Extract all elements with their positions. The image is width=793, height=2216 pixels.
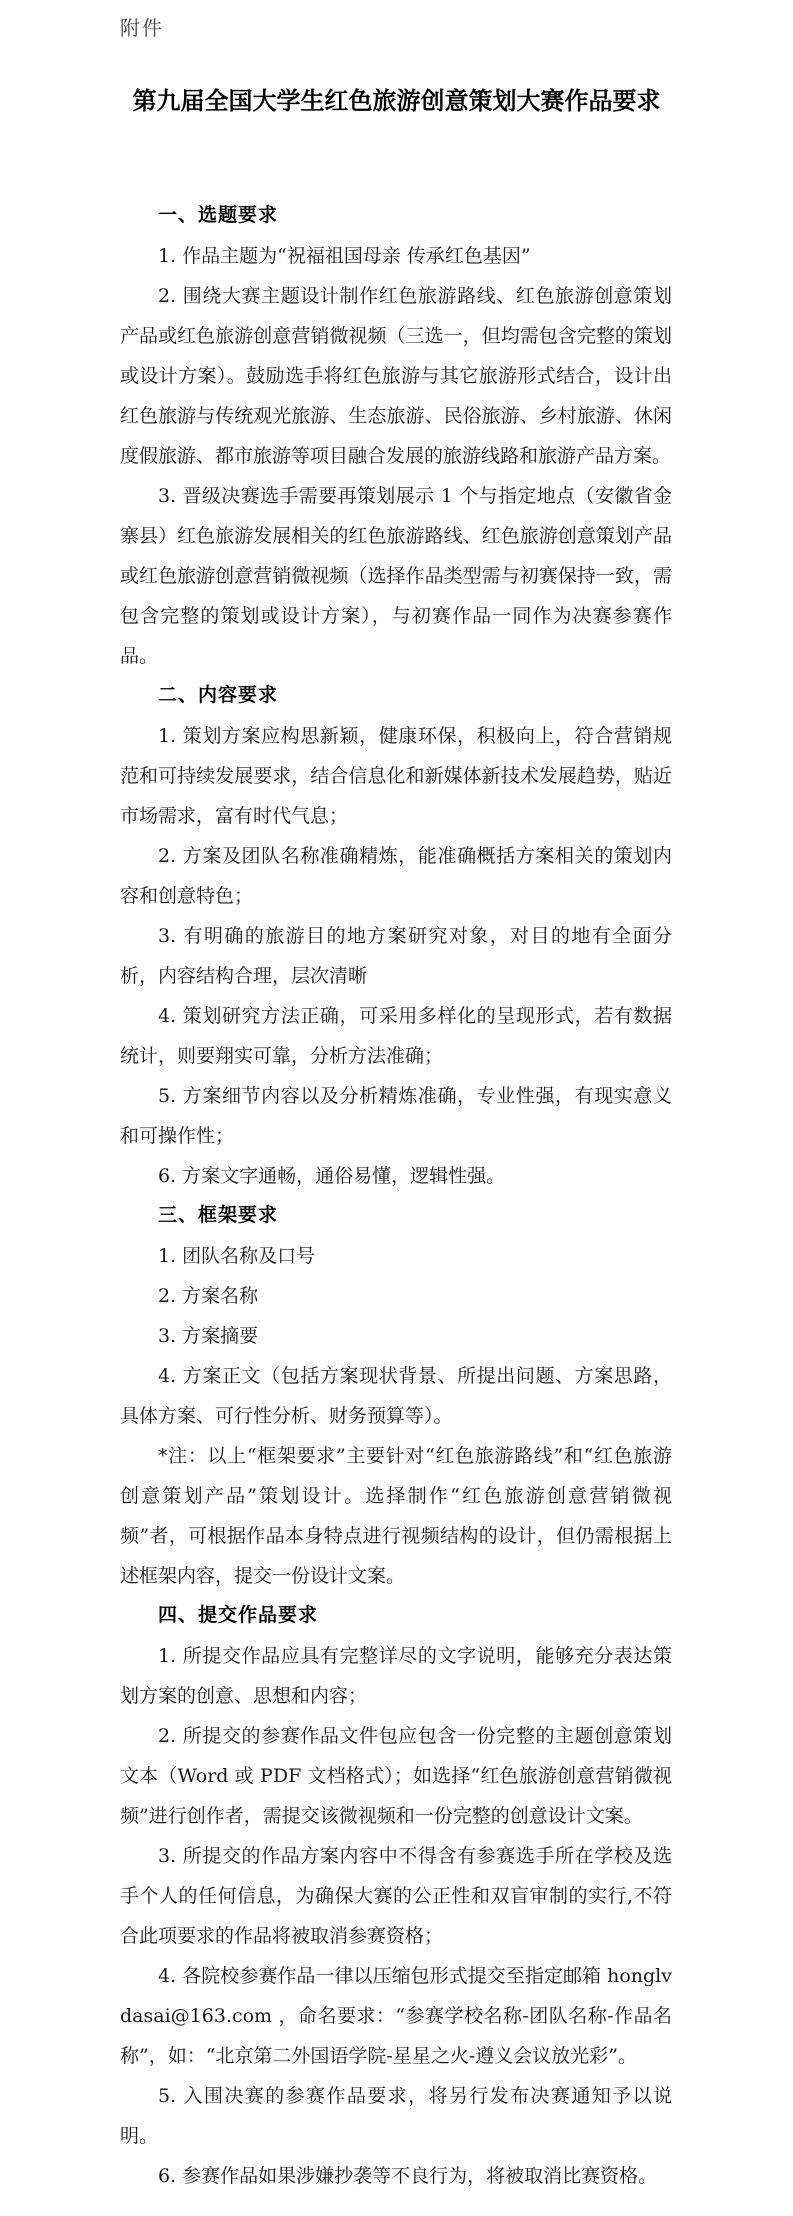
section-heading-topic-requirements: 一、选题要求 xyxy=(158,205,279,226)
document-body xyxy=(120,196,672,2196)
paragraph: 2. 所提交的参赛作品文件包应包含一份完整的主题创意策划文本（Word 或 PDF 文档格式）；如选择“红色旅游创意营销微视频”进行创作者，需提交该微视频和一份完整的创意设计文案。 xyxy=(120,1725,672,1827)
paragraph: 4. 方案正文（包括方案现状背景、所提出问题、方案思路，具体方案、可行性分析、财务预算等）。 xyxy=(120,1365,672,1427)
section-heading-content-requirements: 二、内容要求 xyxy=(158,685,279,706)
section-heading-framework-requirements: 三、框架要求 xyxy=(158,1205,279,1226)
paragraph: 4. 策划研究方法正确，可采用多样化的呈现形式，若有数据统计，则要翔实可靠，分析方法准确； xyxy=(120,1005,672,1067)
paragraph-note: *注：以上“框架要求”主要针对“红色旅游路线”和“红色旅游创意策划产品”策划设计。选择制作“红色旅游创意营销微视频”者，可根据作品本身特点进行视频结构的设计，但仍需根据上述框架内容，提交一份设计文案。 xyxy=(120,1445,672,1587)
paragraph: 3. 所提交的作品方案内容中不得含有参赛选手所在学校及选手个人的任何信息，为确保大赛的公正性和双盲审制的实行,不符合此项要求的作品将被取消参赛资格； xyxy=(120,1845,672,1947)
paragraph-with-email: 4. 各院校参赛作品一律以压缩包形式提交至指定邮箱 honglvdasai@163.com ，命名要求：“参赛学校名称-团队名称-作品名称”，如：“北京第二外国语学院-星星之火-遵义会议放光彩”。 xyxy=(120,1965,672,2067)
paragraph: 1. 团队名称及口号 xyxy=(158,1245,316,1267)
paragraph: 6. 参赛作品如果涉嫌抄袭等不良行为，将被取消比赛资格。 xyxy=(158,2165,658,2187)
paragraph: 5. 入围决赛的参赛作品要求，将另行发布决赛通知予以说明。 xyxy=(120,2085,672,2147)
paragraph: 1. 作品主题为“祝福祖国母亲 传承红色基因” xyxy=(158,245,531,267)
paragraph: 2. 方案名称 xyxy=(158,1285,259,1307)
document-title: 第九届全国大学生红色旅游创意策划大赛作品要求 xyxy=(132,88,661,115)
attachment-label: 附件 xyxy=(120,16,164,40)
paragraph: 3. 晋级决赛选手需要再策划展示 1 个与指定地点（安徽省金寨县）红色旅游发展相关的红色旅游路线、红色旅游创意策划产品或红色旅游创意营销微视频（选择作品类型需与初赛保持一致，需包含完整的策划或设计方案），与初赛作品一同作为决赛参赛作品。 xyxy=(120,485,672,667)
paragraph: 1. 所提交作品应具有完整详尽的文字说明，能够充分表达策划方案的创意、思想和内容； xyxy=(120,1645,672,1707)
paragraph: 5. 方案细节内容以及分析精炼准确，专业性强，有现实意义和可操作性； xyxy=(120,1085,672,1147)
paragraph: 6. 方案文字通畅，通俗易懂，逻辑性强。 xyxy=(158,1165,506,1187)
paragraph: 3. 有明确的旅游目的地方案研究对象，对目的地有全面分析，内容结构合理，层次清晰 xyxy=(120,925,672,987)
section-heading-submission-requirements: 四、提交作品要求 xyxy=(158,1605,319,1626)
paragraph: 2. 围绕大赛主题设计制作红色旅游路线、红色旅游创意策划产品或红色旅游创意营销微视频（三选一，但均需包含完整的策划或设计方案）。鼓励选手将红色旅游与其它旅游形式结合，设计出红色旅游与传统观光旅游、生态旅游、民俗旅游、乡村旅游、休闲度假旅游、都市旅游等项目融合发展的旅游线路和旅游产品方案。 xyxy=(120,285,672,467)
paragraph: 2. 方案及团队名称准确精炼，能准确概括方案相关的策划内容和创意特色； xyxy=(120,845,672,907)
paragraph: 3. 方案摘要 xyxy=(158,1325,259,1347)
paragraph: 1. 策划方案应构思新颖，健康环保，积极向上，符合营销规范和可持续发展要求，结合信息化和新媒体新技术发展趋势，贴近市场需求，富有时代气息； xyxy=(120,725,672,827)
